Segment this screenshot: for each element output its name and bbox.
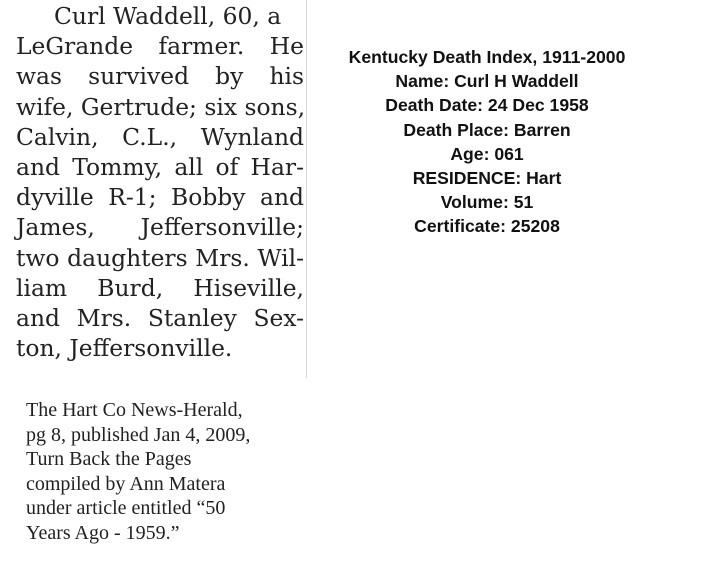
citation-line: compiled by Ann Matera	[26, 472, 226, 495]
obituary-line: liam Burd, Hiseville,	[16, 273, 304, 302]
citation-line: pg 8, published Jan 4, 2009,	[26, 423, 251, 446]
citation-line: The Hart Co News-Herald,	[26, 399, 243, 421]
obituary-line: ton, Jeffersonville.	[16, 334, 233, 363]
record-name: Name: Curl H Waddell	[395, 71, 579, 92]
source-citation	[26, 398, 306, 546]
obituary-line: Curl Waddell, 60, a	[54, 2, 282, 30]
obituary-line: and Mrs. Stanley Sex-	[16, 303, 304, 332]
citation-line: under article entitled “50	[26, 497, 226, 520]
citation-line: Turn Back the Pages	[26, 448, 192, 471]
obituary-line: and Tommy, all of Har-	[16, 152, 304, 181]
record-death-place: Death Place: Barren	[403, 119, 571, 140]
obituary-line: wife, Gertrude; six sons,	[16, 92, 306, 121]
obituary-clipping	[6, 0, 306, 378]
obituary-line: was survived by his	[16, 62, 304, 91]
record-title: Kentucky Death Index, 1911-2000	[348, 47, 626, 67]
clipping-edge	[306, 0, 307, 378]
obituary-line: dyville R-1; Bobby and	[16, 183, 304, 212]
record-age: Age: 061	[450, 143, 524, 164]
obituary-line: two daughters Mrs. Wil-	[16, 243, 304, 272]
obituary-text	[16, 1, 304, 363]
obituary-line: Calvin, C.L., Wynland	[16, 122, 304, 151]
record-certificate: Certificate: 25208	[414, 216, 560, 237]
obituary-line: James, Jeffersonville;	[16, 213, 304, 242]
record-death-date: Death Date: 24 Dec 1958	[385, 95, 589, 116]
death-index-record	[322, 45, 652, 239]
record-volume: Volume: 51	[440, 192, 534, 213]
obituary-line: LeGrande farmer. He	[16, 32, 304, 61]
record-residence: RESIDENCE: Hart	[412, 168, 562, 189]
citation-line: Years Ago - 1959.”	[26, 521, 180, 544]
